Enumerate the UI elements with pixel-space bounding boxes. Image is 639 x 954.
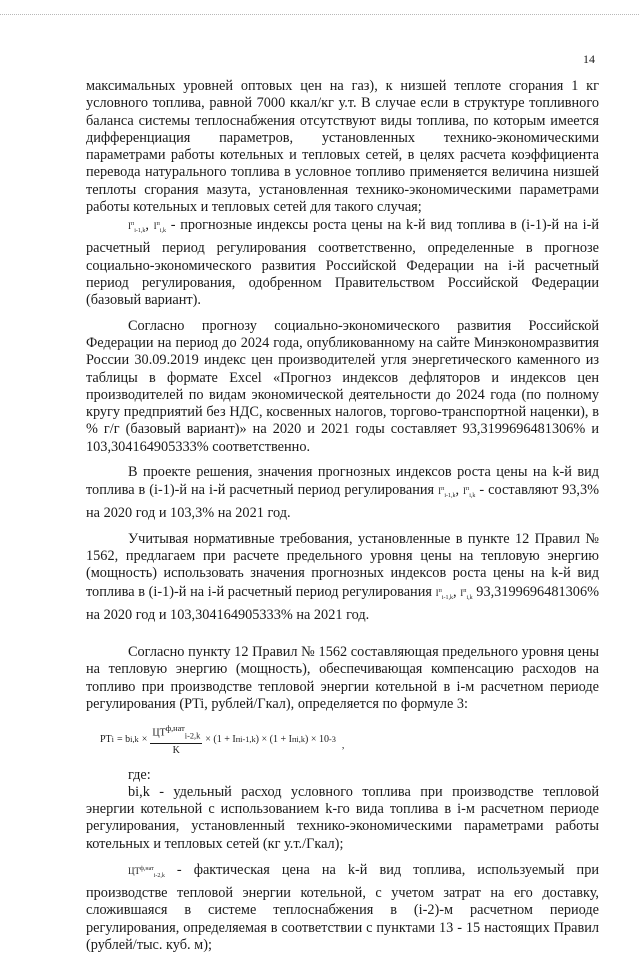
document-page xyxy=(86,78,599,954)
symbol-i-cur: $I^п_{i,k}$ xyxy=(153,221,167,235)
paragraph-7: bi,k - удельный расход условного топлива при производстве тепловой энергии котельной с использованием k-го вида топлива в i-м расчетном периоде регулирования, установленный технико-экономическими параметрами работы котельных и тепловых сетей (кг у.т./Гкал); xyxy=(86,783,599,852)
formula-3: PT i = b i,k × $\frac{ЦТ^{ф,нат}_{i-2,k}}{K}$ × (1 + I п i-1,k ) × (1 + I п i,k ) × 10 -3 , xyxy=(100,724,345,756)
symbol-i-prev: $I^п_{i-1,k}$ xyxy=(438,486,456,500)
paragraph-6: Согласно пункту 12 Правил № 1562 составляющая предельного уровня цены на тепловую энергию (мощность), обеспечивающая компенсацию расходов на топливо при производстве тепловой энергии котельной в i-м расчетном периоде регулирования (PTi, рублей/Гкал), определяется по формуле 3: xyxy=(86,644,599,712)
paragraph-8: $ЦТ^{ф,нат}_{i-2,k}$ - фактическая цена на k-й вид топлива, используемый при производстве тепловой энергии котельной, с учетом затрат на его доставку, сложившаяся в системе теплоснабжения в (i-2)-м расчетном периоде регулирования, определяемая в соответствии с пунктами 13 - 15 настоящих Правил (рублей/тыс. куб. м); xyxy=(86,862,599,953)
paragraph-5: Учитывая нормативные требования, установленные в пункте 12 Правил № 1562, предлагаем при расчете предельного уровня цены на тепловую энергию (мощность) использовать значения прогнозных индексов роста цены на k-й вид топлива в (i-1)-й на i-й расчетный период регулирования $I^п_{i-1,k}$, $I^п_{i,k}$ 93,3199696481306% на 2020 год и 103,304164905333% на 2021 год. xyxy=(86,530,600,623)
where-label: где: xyxy=(128,766,151,783)
paragraph-2: $I^п_{i-1,k}$, $I^п_{i,k}$ - прогнозные индексы роста цены на k-й вид топлива в (i-1)-й на i-й расчетный период регулирования соответственно, определенные в прогнозе социально-экономического развития Российской Федерации на i-й расчетный период регулирования, одобренном Правительством Российской Федерации (базовый вариант). xyxy=(86,217,599,309)
paragraph-1: максимальных уровней оптовых цен на газ), к низшей теплоте сгорания 1 кг условного топлива, равной 7000 ккал/кг у.т. В случае если в структуре топливного баланса системы теплоснабжения отсутствуют виды топлива, по которым имеется дифференциация параметров, установленных технико-экономическими параметрами работы котельных и тепловых сетей, в целях расчета коэффициента перевода натурального топлива в условное топливо применяется величина низшей теплоты сгорания мазута, установленная технико-экономическими параметрами работы котельных и тепловых сетей для такого случая; xyxy=(86,78,599,216)
symbol-i-cur: $I^п_{i,k}$ xyxy=(460,587,473,601)
top-border-line xyxy=(0,14,639,15)
symbol-ct: $ЦТ^{ф,нат}_{i-2,k}$ xyxy=(128,866,165,879)
paragraph-2-text: - прогнозные индексы роста цены на k-й вид топлива в (i-1)-й на i-й расчетный период регулирования соответственно, определенные в прогнозе социально-экономического развития Российской Федерации на i-й расчетный период регулирования, одобренном Правительством Российской Федерации (базовый вариант). xyxy=(86,217,599,309)
symbol-i-prev: $I^п_{i-1,k}$ xyxy=(435,587,453,601)
symbol-i-prev: $I^п_{i-1,k}$ xyxy=(128,221,146,235)
symbol-i-cur: $I^п_{i,k}$ xyxy=(463,486,476,500)
paragraph-4: В проекте решения, значения прогнозных индексов роста цены на k-й вид топлива в (i-1)-й на i-й расчетный период регулирования $I^п_{i-1,k}$, $I^п_{i,k}$ - составляют 93,3% на 2020 год и 103,3% на 2021 год. xyxy=(86,464,600,522)
paragraph-3: Согласно прогнозу социально-экономического развития Российской Федерации на период до 2024 года, опубликованному на сайте Минэкономразвития России 30.09.2019 индекс цен производителей угля энергетического каменного из таблицы в формате Excel «Прогноз индексов дефляторов и индексов цен производителей по видам экономической деятельности до 2024 года (по полному кругу предприятий без НДС, косвенных налогов, торгово-транспортной наценки), в % г/г (базовый вариант)» на 2020 и 2021 годы составляет 93,3199696481306% и 103,304164905333% соответственно. xyxy=(86,317,599,455)
formula-fraction: $\frac{ЦТ^{ф,нат}_{i-2,k}}{K}$ xyxy=(152,724,201,756)
page-number: 14 xyxy=(583,52,595,66)
